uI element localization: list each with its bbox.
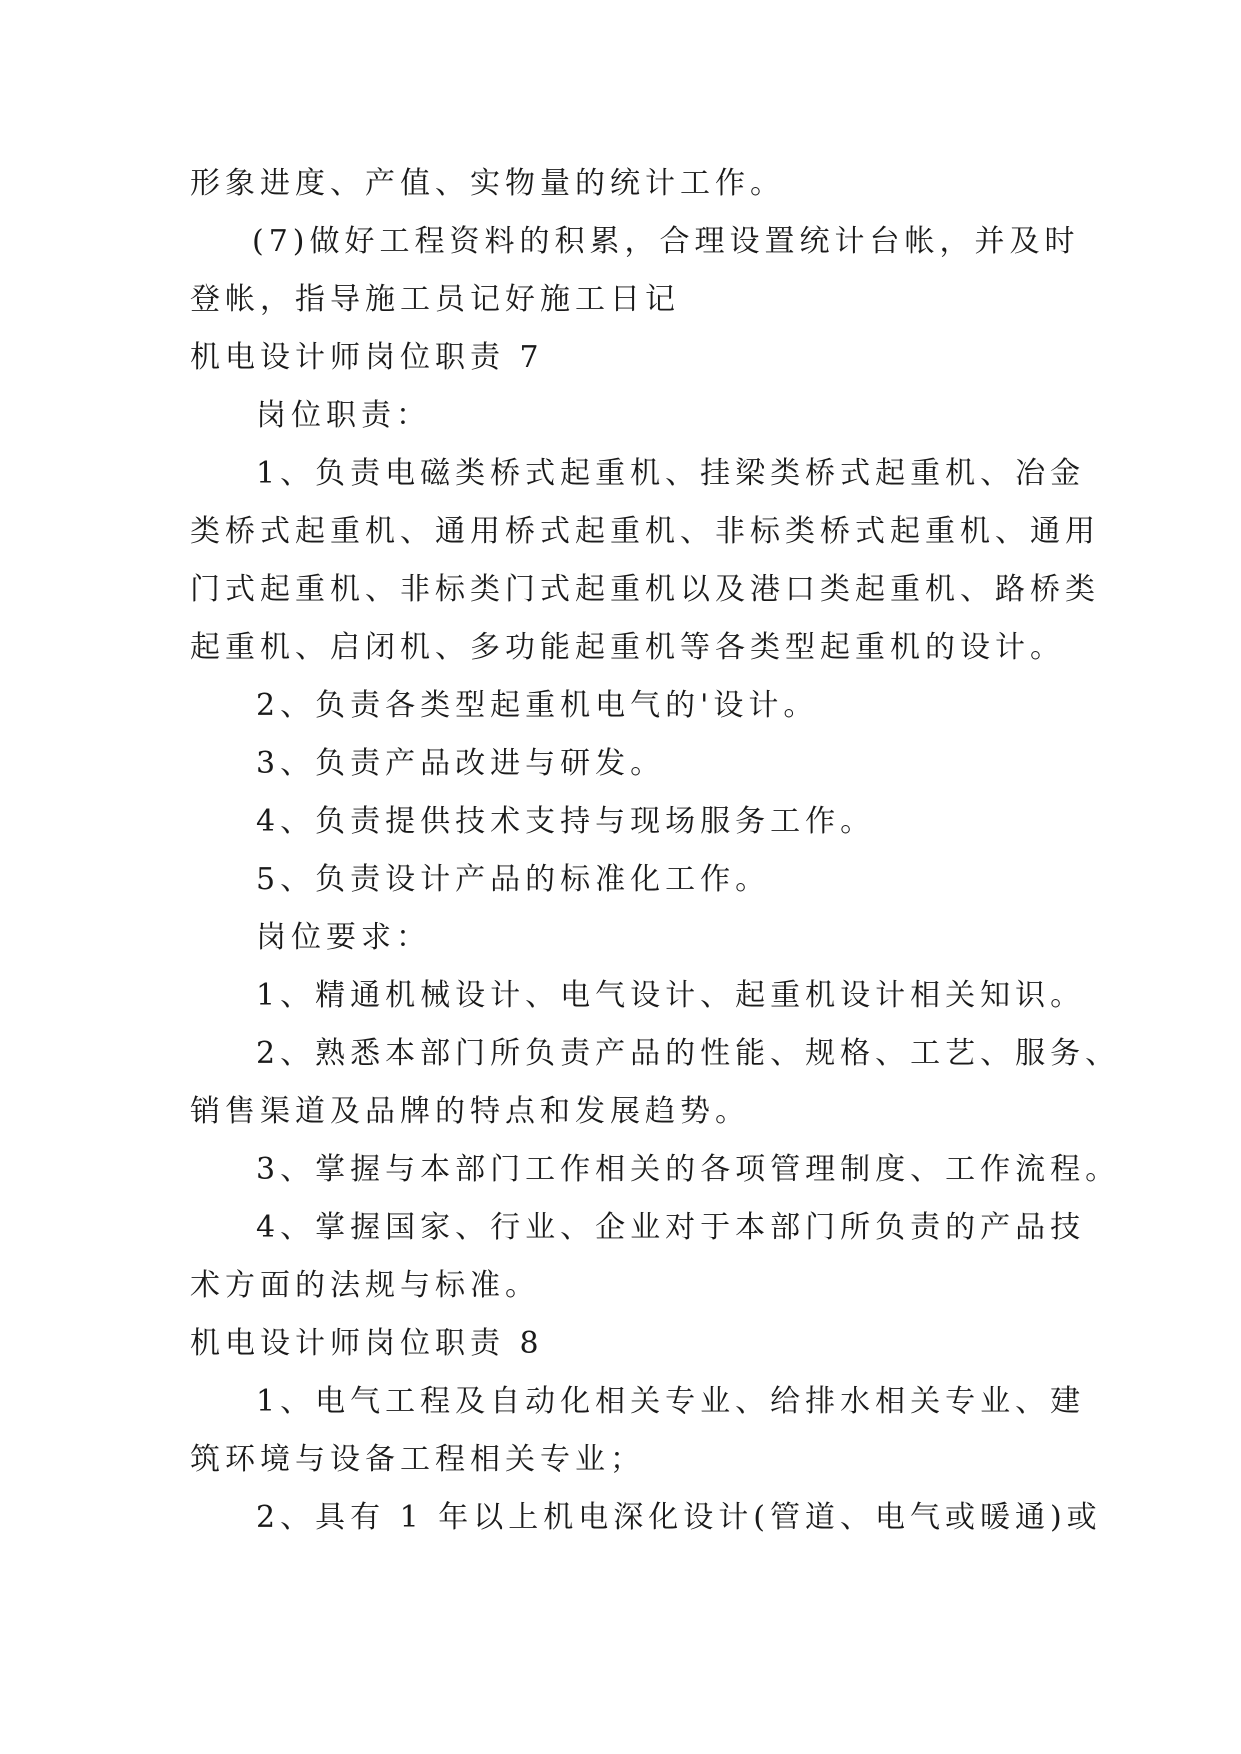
text-line: 3、负责产品改进与研发。 xyxy=(256,746,666,781)
text-line: 5、负责设计产品的标准化工作。 xyxy=(256,862,771,897)
subsection-heading: 岗位职责： xyxy=(256,398,431,433)
text-line: 起重机、启闭机、多功能起重机等各类型起重机的设计。 xyxy=(190,630,1065,665)
text-line: 3、掌握与本部门工作相关的各项管理制度、工作流程。 xyxy=(256,1152,1121,1187)
text-line: (7)做好工程资料的积累，合理设置统计台帐，并及时 xyxy=(252,224,1080,259)
text-line: 2、负责各类型起重机电气的'设计。 xyxy=(256,688,819,723)
text-line: 登帐，指导施工员记好施工日记 xyxy=(190,282,680,317)
subsection-heading: 岗位要求： xyxy=(256,920,431,955)
section-heading: 机电设计师岗位职责 8 xyxy=(190,1326,544,1361)
text-line: 术方面的法规与标准。 xyxy=(190,1268,540,1303)
text-line: 门式起重机、非标类门式起重机以及港口类起重机、路桥类 xyxy=(190,572,1100,607)
text-line: 筑环境与设备工程相关专业； xyxy=(190,1442,645,1477)
section-heading: 机电设计师岗位职责 7 xyxy=(190,340,544,375)
text-line: 1、电气工程及自动化相关专业、给排水相关专业、建 xyxy=(256,1384,1086,1419)
text-line: 2、熟悉本部门所负责产品的性能、规格、工艺、服务、 xyxy=(256,1036,1121,1071)
text-line: 形象进度、产值、实物量的统计工作。 xyxy=(190,166,785,201)
text-line: 1、精通机械设计、电气设计、起重机设计相关知识。 xyxy=(256,978,1086,1013)
text-line: 4、掌握国家、行业、企业对于本部门所负责的产品技 xyxy=(256,1210,1086,1245)
text-line: 销售渠道及品牌的特点和发展趋势。 xyxy=(190,1094,750,1129)
text-line: 4、负责提供技术支持与现场服务工作。 xyxy=(256,804,876,839)
text-line: 1、负责电磁类桥式起重机、挂梁类桥式起重机、冶金 xyxy=(256,456,1086,491)
text-line: 2、具有 1 年以上机电深化设计(管道、电气或暖通)或 xyxy=(256,1500,1102,1535)
text-line: 类桥式起重机、通用桥式起重机、非标类桥式起重机、通用 xyxy=(190,514,1100,549)
